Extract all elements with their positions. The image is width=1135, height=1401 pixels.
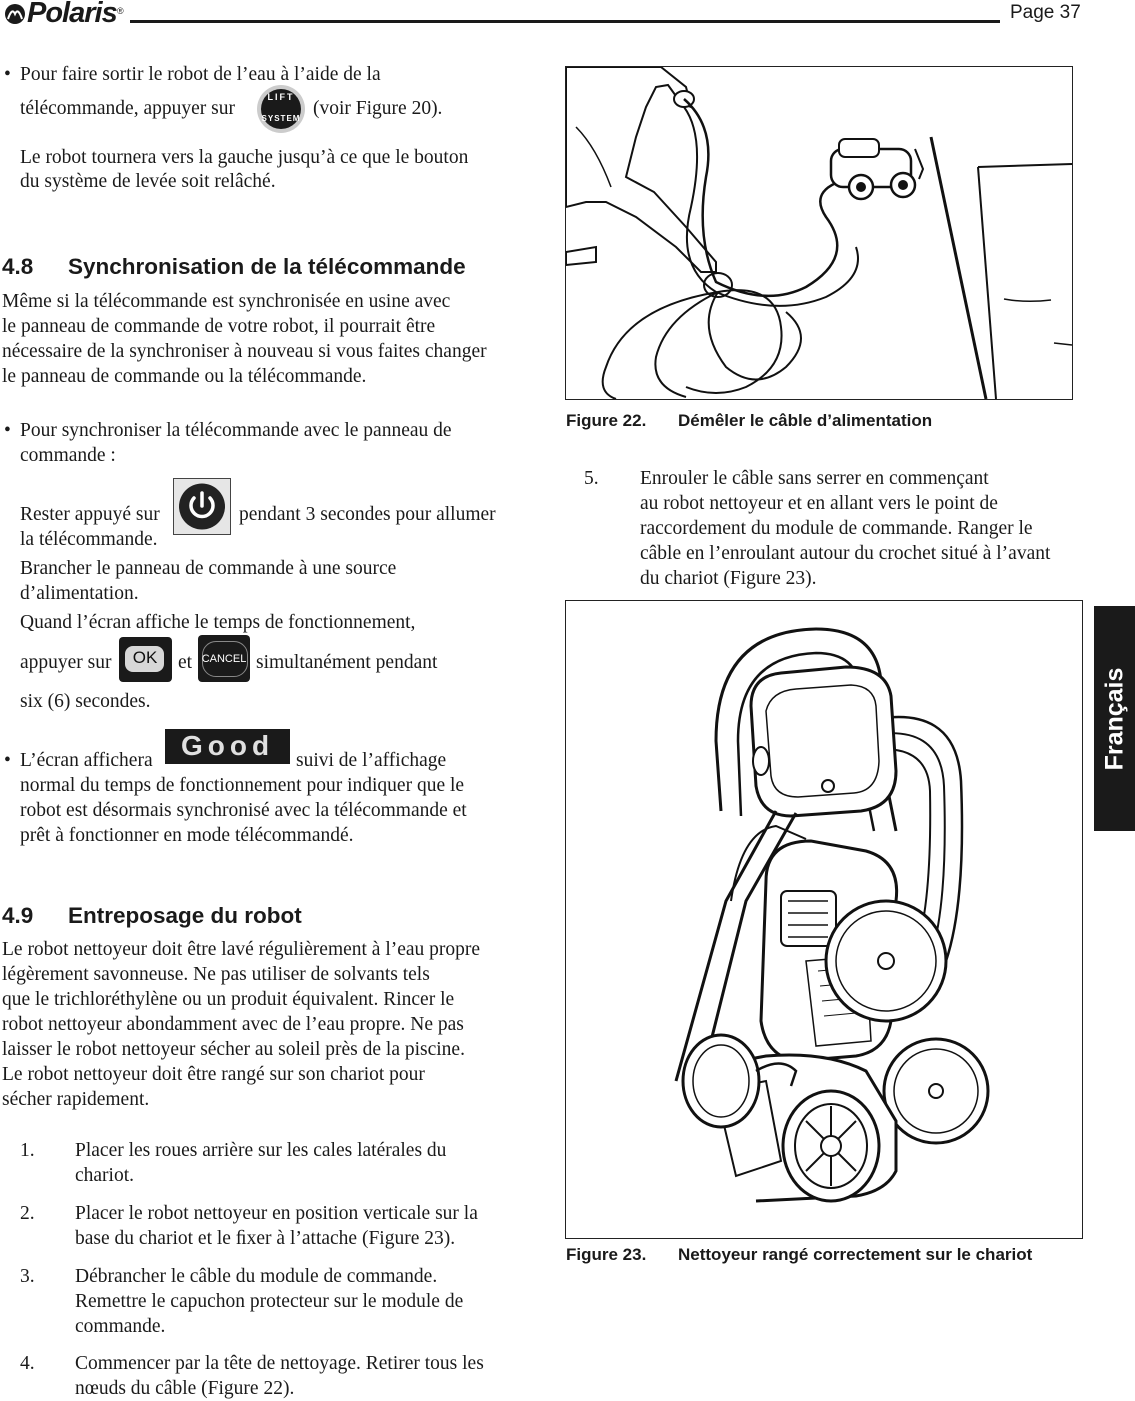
intro-para-line-2: du système de levée soit relâché. — [20, 171, 276, 192]
header — [0, 0, 1135, 40]
step-3-line-2: Remettre le capuchon protecteur sur le module de — [75, 1291, 464, 1312]
power-button-icon — [173, 478, 231, 535]
page-number: Page 37 — [1010, 2, 1081, 23]
plug-line-1: Brancher le panneau de commande à une source — [20, 558, 397, 579]
sync-bullet-2: • — [4, 750, 11, 771]
step-5-line-3: raccordement du module de commande. Ranger le — [640, 518, 1033, 539]
lift-icon-top-text: LIFT — [267, 92, 295, 102]
step-5-line-2: au robot nettoyeur et en allant vers le point de — [640, 493, 998, 514]
display-good-line-3: robot est désormais synchronisé avec la télécommande et — [20, 800, 467, 821]
polaris-logo-icon — [2, 3, 28, 25]
intro-para-line-1: Le robot tournera vers la gauche jusqu’à ce que le bouton — [20, 147, 469, 168]
display-good-line-4: prêt à fonctionner en mode télécommandé. — [20, 825, 354, 846]
storage-para-5: laisser le robot nettoyeur sécher au soleil près de la piscine. — [2, 1039, 465, 1060]
brand-name: Polaris — [27, 0, 117, 29]
section-4-8-para-2: le panneau de commande de votre robot, il pourrait être — [2, 316, 436, 337]
plug-line-2: d’alimentation. — [20, 583, 139, 604]
figure-22-label: Figure 22. — [566, 411, 647, 430]
when-line: Quand l’écran affiche le temps de fonctionnement, — [20, 612, 416, 633]
section-4-8-para-3: nécessaire de la synchroniser à nouveau si vous faites changer — [2, 341, 487, 362]
sync-bullet-line-1: Pour synchroniser la télécommande avec le panneau de — [20, 420, 452, 441]
six-seconds-line: six (6) secondes. — [20, 691, 151, 712]
step-3-number: 3. — [20, 1266, 35, 1287]
cancel-button-label: CANCEL — [201, 653, 247, 665]
step-2-line-2: base du chariot et le ﬁxer à l’attache (Figure 23). — [75, 1228, 456, 1249]
press-power-before: Rester appuyé sur — [20, 504, 160, 525]
step-3-line-3: commande. — [75, 1316, 166, 1337]
figure-22-caption: Démêler le câble d’alimentation — [678, 411, 933, 430]
press-ok-after: simultanément pendant — [256, 652, 438, 673]
section-4-8-number: 4.8 — [2, 254, 34, 279]
step-1-line-2: chariot. — [75, 1165, 135, 1186]
display-good-line-2: normal du temps de fonctionnement pour indiquer que le — [20, 775, 465, 796]
press-power-line-2: la télécommande. — [20, 529, 158, 550]
storage-para-6: Le robot nettoyeur doit être rangé sur son chariot pour — [2, 1064, 425, 1085]
brand-registered-mark: ® — [117, 6, 124, 16]
language-side-tab — [1094, 606, 1135, 831]
section-4-8-para-4: le panneau de commande ou la télécommande. — [2, 366, 367, 387]
figure-23-label: Figure 23. — [566, 1245, 647, 1264]
sync-bullet-line-2: commande : — [20, 445, 116, 466]
intro-bullet-1: • — [4, 64, 11, 85]
good-display-text: Good — [180, 730, 275, 761]
good-display-icon — [165, 729, 290, 764]
section-4-8-title: Synchronisation de la télécommande — [68, 254, 466, 279]
section-4-9-number: 4.9 — [2, 903, 34, 928]
cancel-button-icon — [198, 635, 250, 682]
step-5-line-4: câble en l’enroulant autour du crochet situé à l’avant — [640, 543, 1051, 564]
step-4-line-2: nœuds du câble (Figure 22). — [75, 1378, 295, 1399]
storage-para-7: sécher rapidement. — [2, 1089, 150, 1110]
step-4-line-1: Commencer par la tête de nettoyage. Retirer tous les — [75, 1353, 484, 1374]
step-5-number: 5. — [584, 468, 599, 489]
side-tab-label: Français — [1100, 667, 1128, 770]
figure-22-illustration — [565, 66, 1073, 400]
figure-23-caption: Nettoyeur rangé correctement sur le chariot — [678, 1245, 1033, 1264]
ok-button-label: OK — [132, 648, 158, 667]
step-1-number: 1. — [20, 1140, 35, 1161]
intro-line-2-after: (voir Figure 20). — [313, 98, 443, 119]
lift-icon-bottom-text: SYSTEM — [261, 114, 301, 123]
header-rule — [130, 20, 1000, 23]
sync-bullet-1: • — [4, 420, 11, 441]
ok-button-icon — [119, 637, 172, 682]
section-4-9-title: Entreposage du robot — [68, 903, 302, 928]
intro-line-2-before: télécommande, appuyer sur — [20, 98, 235, 119]
lift-system-button-icon — [256, 84, 306, 134]
step-3-line-1: Débrancher le câble du module de commande. — [75, 1266, 438, 1287]
step-4-number: 4. — [20, 1353, 35, 1374]
storage-para-3: que le trichloréthylène ou un produit équivalent. Rincer le — [2, 989, 455, 1010]
step-1-line-1: Placer les roues arrière sur les cales latérales du — [75, 1140, 447, 1161]
and-word: et — [178, 652, 193, 673]
storage-para-2: légèrement savonneuse. Ne pas utiliser de solvants tels — [2, 964, 430, 985]
intro-line-1: Pour faire sortir le robot de l’eau à l’aide de la — [20, 64, 381, 85]
press-ok-before: appuyer sur — [20, 652, 112, 673]
press-power-after: pendant 3 secondes pour allumer — [239, 504, 496, 525]
step-5-line-1: Enrouler le câble sans serrer en commençant — [640, 468, 989, 489]
step-5-line-5: du chariot (Figure 23). — [640, 568, 817, 589]
figure-23-illustration — [565, 600, 1083, 1239]
storage-para-1: Le robot nettoyeur doit être lavé régulièrement à l’eau propre — [2, 939, 481, 960]
step-2-line-1: Placer le robot nettoyeur en position verticale sur la — [75, 1203, 478, 1224]
section-4-8-para-1: Même si la télécommande est synchronisée en usine avec — [2, 291, 451, 312]
display-good-before: L’écran affichera — [20, 750, 153, 771]
step-2-number: 2. — [20, 1203, 35, 1224]
storage-para-4: robot nettoyeur abondamment avec de l’eau propre. Ne pas — [2, 1014, 464, 1035]
display-good-after: suivi de l’affichage — [296, 750, 447, 771]
